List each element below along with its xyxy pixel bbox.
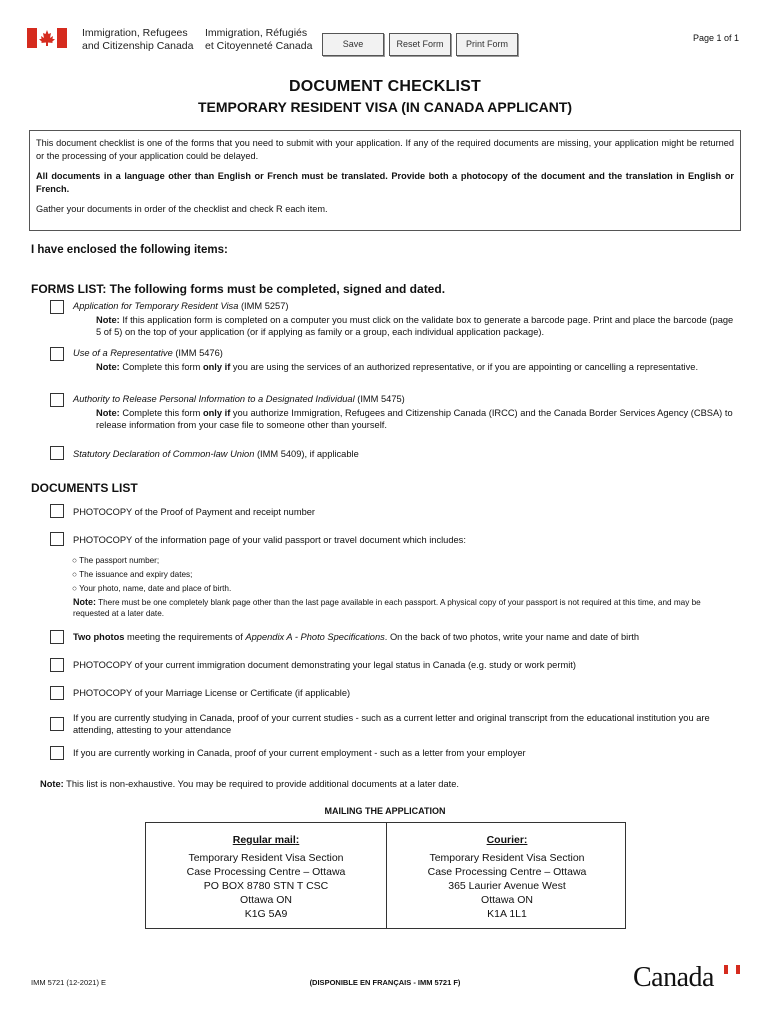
save-button[interactable]: Save [322,33,384,56]
courier-address: Courier: Temporary Resident Visa Section Case Processing Centre – Ottawa 365 Laurier Avenue West Ottawa ON K1A 1L1 [387,833,627,921]
checkbox-imm5475[interactable] [50,393,64,407]
regular-mail-title: Regular mail: [232,834,300,846]
checkbox-imm5409[interactable] [50,446,64,460]
forms-list-heading: FORMS LIST: The following forms must be completed, signed and dated. [31,282,446,296]
courier-title: Courier: [486,834,528,846]
page-subtitle: TEMPORARY RESIDENT VISA (IN CANADA APPLICANT) [197,99,573,115]
form-item-imm5409: Statutory Declaration of Common-law Union (IMM 5409), if applicable [73,449,359,459]
doc-item-immigration-document: PHOTOCOPY of your current immigration document demonstrating your legal status in Canada (e.g. study or work permit) [73,660,576,670]
form-item-imm5475: Authority to Release Personal Information to a Designated Individual (IMM 5475) [73,394,405,404]
doc-item-marriage: PHOTOCOPY of your Marriage License or Certificate (if applicable) [73,688,351,698]
checkbox-marriage[interactable] [50,686,64,700]
mailing-address-box [145,822,626,929]
intro-paragraph-2: All documents in a language other than English or French must be translated. Provide both a photocopy of the document and the translation in English or French. [36,171,734,194]
form-code: IMM 5721 (12-2021) E [31,978,107,987]
passport-bullet-3: ○ Your photo, name, date and place of birth. [72,584,232,593]
checkbox-proof-payment[interactable] [50,504,64,518]
intro-paragraph-3: Gather your documents in order of the checklist and check R each item. [36,204,328,214]
passport-note: Note: There must be one completely blank page other than the last page available in each passport. A physical copy of your passport is not required at this time, and may be requested at a later date. [73,597,701,618]
intro-box [29,130,741,231]
doc-item-passport: PHOTOCOPY of the information page of your valid passport or travel document which includes: [73,535,466,545]
passport-bullet-2: ○ The issuance and expiry dates; [72,570,193,579]
form-note-imm5257: Note: If this application form is completed on a computer you must click on the validate box to generate a barcode page. Print and place the barcode (page 5 of 5) on the top of your application (or if applying as family or a group, each individual application package). [96,315,734,337]
documents-list-heading: DOCUMENTS LIST [31,481,138,495]
doc-item-photos: Two photos meeting the requirements of Appendix A - Photo Specifications. On the back of two photos, write your name and date of birth [73,632,640,642]
doc-item-employment: If you are currently working in Canada, proof of your current employment - such as a letter from your employer [73,748,526,758]
page-number: Page 1 of 1 [693,33,740,43]
form-item-imm5257: Application for Temporary Resident Visa (IMM 5257) [73,301,289,311]
checkbox-imm5476[interactable] [50,347,64,361]
form-note-imm5475: Note: Complete this form only if you authorize Immigration, Refugees and Citizenship Canada (IRCC) and the Canada Border Services Agency (CBSA) to release information from your case file to someone other than yourself. [96,408,733,430]
final-note: Note: This list is non-exhaustive. You may be required to provide additional documents at a later date. [40,779,459,789]
checkbox-immigration-document[interactable] [50,658,64,672]
enclosed-heading: I have enclosed the following items: [31,244,228,256]
checkbox-employment[interactable] [50,746,64,760]
form-item-imm5476: Use of a Representative (IMM 5476) [73,348,223,358]
doc-item-proof-payment: PHOTOCOPY of the Proof of Payment and receipt number [73,507,316,517]
intro-paragraph-1: This document checklist is one of the forms that you need to submit with your application. If any of the required documents are missing, your application might be returned or the processing of your application could be delayed. [36,138,734,161]
french-availability: (DISPONIBLE EN FRANÇAIS - IMM 5721 F) [309,978,461,987]
page-title: DOCUMENT CHECKLIST [288,78,482,95]
department-name-en: Immigration, Refugees and Citizenship Canada [82,27,194,52]
print-form-button[interactable]: Print Form [456,33,518,56]
passport-bullet-1: ○ The passport number; [72,556,160,565]
checkbox-passport[interactable] [50,532,64,546]
checkbox-imm5257[interactable] [50,300,64,314]
checkbox-photos[interactable] [50,630,64,644]
regular-mail-address: Regular mail: Temporary Resident Visa Section Case Processing Centre – Ottawa PO BOX 8780 STN T CSC Ottawa ON K1G 5A9 [146,833,386,921]
reset-form-button[interactable]: Reset Form [389,33,451,56]
mailing-heading: MAILING THE APPLICATION [324,806,446,816]
canada-flag-logo [27,28,67,48]
form-note-imm5476: Note: Complete this form only if you are using the services of an authorized representative, or if you are appointing or cancelling a representative. [96,362,699,372]
checkbox-studies[interactable] [50,717,64,731]
department-name-fr: Immigration, Réfugiés et Citoyenneté Canada [205,27,313,52]
canada-wordmark: Canada [633,962,745,994]
doc-item-studies: If you are currently studying in Canada, proof of your current studies - such as a current letter and original transcript from the educational institution you are attending, attesting to your attendance [73,713,710,735]
